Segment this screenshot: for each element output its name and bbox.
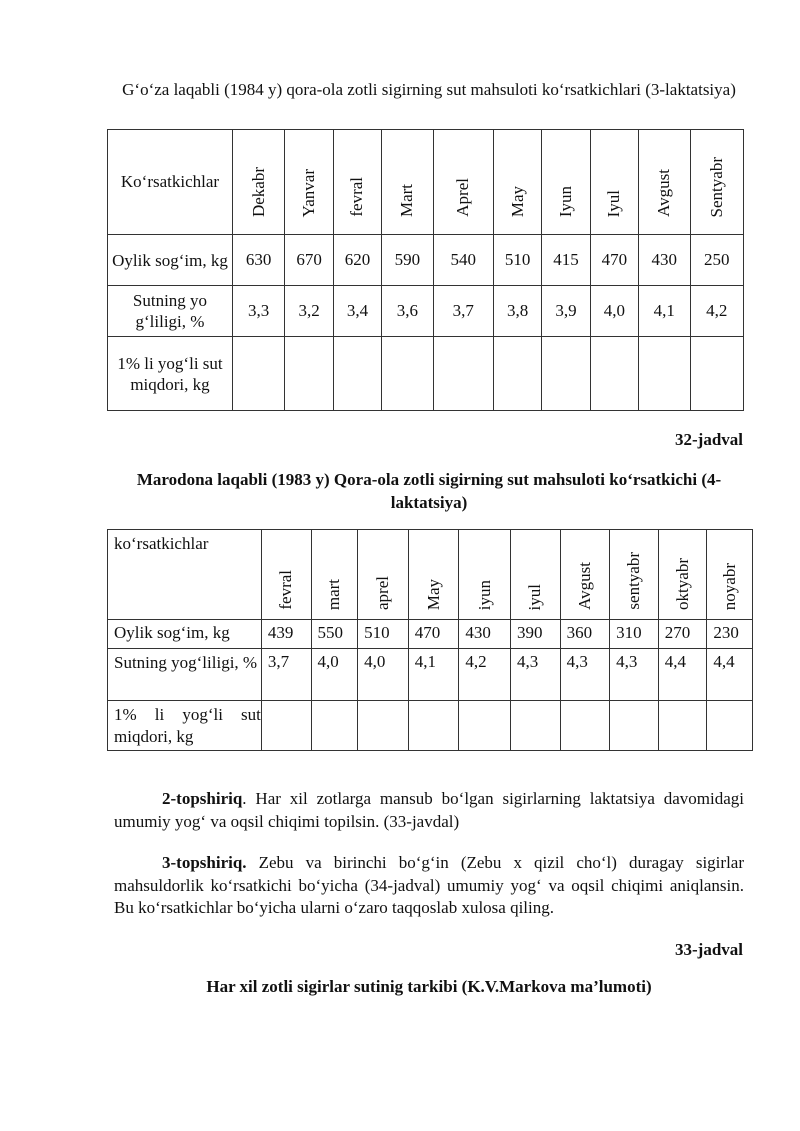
table1-row-fat bbox=[108, 286, 744, 337]
task2-title: 2-topshiriq bbox=[162, 789, 243, 808]
table1-cell: 3,6 bbox=[382, 286, 433, 337]
table2-cell: 439 bbox=[261, 620, 311, 649]
table2-cell bbox=[311, 701, 358, 751]
table1-cell bbox=[382, 337, 433, 411]
table1-row-fatmilk bbox=[108, 337, 744, 411]
table2-number: 32-jadval bbox=[675, 430, 743, 449]
table1-cell: 630 bbox=[232, 235, 284, 286]
task3-text: Zebu va birinchi bo‘g‘in (Zebu x qizil cho‘l) duragay sigirlar mahsuldorlik ko‘rsatkichi bo‘yicha (34-jadval) umumiy yog‘ va oqsil chiqimi aniqlansin. Bu ko‘rsatkichlar bo‘yicha ularni o‘zaro taqqoslab xulosa qiling. bbox=[114, 853, 744, 917]
task2-text: . Har xil zotlarga mansub bo‘lgan sigirlarning laktatsiya davomidagi umumiy yog‘ va oqsil chiqimi topilsin. (33-javdal) bbox=[114, 789, 744, 831]
table2-cell: 4,2 bbox=[459, 649, 511, 701]
task3-title: 3-topshiriq. bbox=[162, 853, 247, 872]
table2-cell bbox=[358, 701, 409, 751]
table1-cell: 670 bbox=[285, 235, 333, 286]
table2-cell: 430 bbox=[459, 620, 511, 649]
table1-month: Avgust bbox=[639, 130, 690, 235]
table1-cell: 540 bbox=[433, 235, 493, 286]
table1-cell bbox=[590, 337, 638, 411]
table1-header-label: Ko‘rsatkichlar bbox=[108, 130, 233, 235]
table1 bbox=[107, 129, 744, 411]
table1-month: Dekabr bbox=[232, 130, 284, 235]
table2-cell: 4,3 bbox=[510, 649, 560, 701]
table2-header-row bbox=[108, 530, 753, 620]
table1-cell bbox=[542, 337, 590, 411]
table1-row-label: Sutning yo g‘liligi, % bbox=[108, 286, 233, 337]
table2-cell: 4,0 bbox=[311, 649, 358, 701]
table2-month: mart bbox=[311, 530, 358, 620]
table1-month: fevral bbox=[333, 130, 381, 235]
table1-cell: 4,1 bbox=[639, 286, 690, 337]
table2-cell: 550 bbox=[311, 620, 358, 649]
table1-cell: 3,8 bbox=[493, 286, 541, 337]
table2 bbox=[107, 529, 753, 751]
table2-row-label: Sutning yog‘liligi, % bbox=[108, 649, 262, 701]
table1-cell: 3,3 bbox=[232, 286, 284, 337]
table1-cell: 4,0 bbox=[590, 286, 638, 337]
table3-number: 33-jadval bbox=[675, 940, 743, 959]
table1-cell bbox=[333, 337, 381, 411]
table2-cell: 4,4 bbox=[707, 649, 753, 701]
table2-cell bbox=[707, 701, 753, 751]
table2-cell: 270 bbox=[658, 620, 707, 649]
table2-row-milk bbox=[108, 620, 753, 649]
table1-cell: 3,9 bbox=[542, 286, 590, 337]
table1-cell bbox=[285, 337, 333, 411]
table1-cell: 430 bbox=[639, 235, 690, 286]
table2-month: fevral bbox=[261, 530, 311, 620]
table2-month: aprel bbox=[358, 530, 409, 620]
table2-cell: 4,3 bbox=[560, 649, 610, 701]
table2-cell bbox=[510, 701, 560, 751]
table2-cell: 4,4 bbox=[658, 649, 707, 701]
table2-cell: 470 bbox=[408, 620, 459, 649]
table2-cell bbox=[560, 701, 610, 751]
table2-month: Avgust bbox=[560, 530, 610, 620]
table1-month: Iyul bbox=[590, 130, 638, 235]
table2-cell bbox=[408, 701, 459, 751]
table1-cell bbox=[232, 337, 284, 411]
table1-cell: 415 bbox=[542, 235, 590, 286]
table1-cell: 3,2 bbox=[285, 286, 333, 337]
table2-cell: 230 bbox=[707, 620, 753, 649]
table3-caption: Har xil zotli sigirlar sutinig tarkibi (K.V.Markova ma’lumoti) bbox=[206, 977, 652, 996]
table2-cell: 390 bbox=[510, 620, 560, 649]
table2-row-label: 1% li yog‘li sut miqdori, kg bbox=[108, 701, 262, 751]
table2-cell: 510 bbox=[358, 620, 409, 649]
table2-cell: 4,0 bbox=[358, 649, 409, 701]
task3-paragraph bbox=[114, 852, 744, 920]
table1-row-milk bbox=[108, 235, 744, 286]
table1-month: Mart bbox=[382, 130, 433, 235]
table2-header-label: ko‘rsatkichlar bbox=[108, 530, 262, 620]
table2-month: May bbox=[408, 530, 459, 620]
table1-cell bbox=[493, 337, 541, 411]
table2-month: sentyabr bbox=[610, 530, 659, 620]
table1-month: Aprel bbox=[433, 130, 493, 235]
table2-cell bbox=[610, 701, 659, 751]
table1-cell: 470 bbox=[590, 235, 638, 286]
table2-cell bbox=[459, 701, 511, 751]
table2-month: iyun bbox=[459, 530, 511, 620]
table1-cell: 3,7 bbox=[433, 286, 493, 337]
table2-cell bbox=[261, 701, 311, 751]
table1-row-label: Oylik sog‘im, kg bbox=[108, 235, 233, 286]
table1-cell: 620 bbox=[333, 235, 381, 286]
table2-cell: 4,1 bbox=[408, 649, 459, 701]
table1-month: Iyun bbox=[542, 130, 590, 235]
table2-cell: 3,7 bbox=[261, 649, 311, 701]
table1-cell bbox=[639, 337, 690, 411]
table2-month: oktyabr bbox=[658, 530, 707, 620]
table1-month: Sentyabr bbox=[690, 130, 744, 235]
table2-row-label: Oylik sog‘im, kg bbox=[108, 620, 262, 649]
table1-cell: 250 bbox=[690, 235, 744, 286]
table1-month: Yanvar bbox=[285, 130, 333, 235]
table2-cell: 4,3 bbox=[610, 649, 659, 701]
table2-cell: 310 bbox=[610, 620, 659, 649]
table1-month: May bbox=[493, 130, 541, 235]
table2-month: noyabr bbox=[707, 530, 753, 620]
table1-header-row bbox=[108, 130, 744, 235]
table2-row-fatmilk bbox=[108, 701, 753, 751]
table1-cell: 510 bbox=[493, 235, 541, 286]
table1-cell: 3,4 bbox=[333, 286, 381, 337]
table2-cell: 360 bbox=[560, 620, 610, 649]
table1-cell bbox=[433, 337, 493, 411]
table1-row-label: 1% li yog‘li sut miqdori, kg bbox=[108, 337, 233, 411]
table1-caption: G‘o‘za laqabli (1984 y) qora-ola zotli sigirning sut mahsuloti ko‘rsatkichlari (3-laktatsiya) bbox=[122, 80, 736, 99]
table2-month: iyul bbox=[510, 530, 560, 620]
table1-cell: 4,2 bbox=[690, 286, 744, 337]
task2-paragraph bbox=[114, 788, 744, 833]
table2-row-fat bbox=[108, 649, 753, 701]
table1-cell bbox=[690, 337, 744, 411]
table1-cell: 590 bbox=[382, 235, 433, 286]
table2-cell bbox=[658, 701, 707, 751]
table2-caption: Marodona laqabli (1983 y) Qora-ola zotli sigirning sut mahsuloti ko‘rsatkichi (4-laktatsiya) bbox=[136, 470, 722, 512]
